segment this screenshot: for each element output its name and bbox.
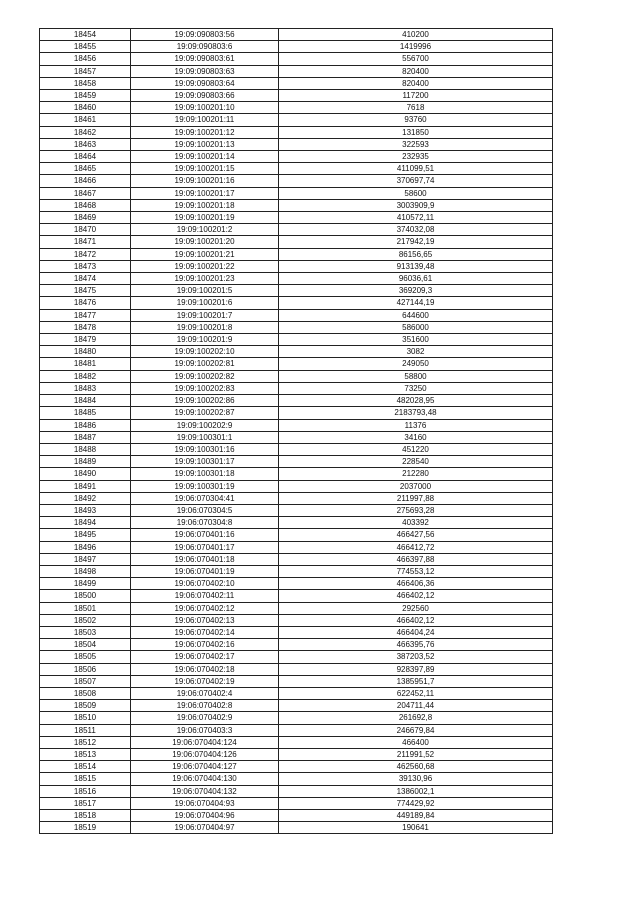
row-number-cell: 18479 [40,334,131,346]
row-number-cell: 18483 [40,382,131,394]
cadastral-number-cell: 19:06:070404:96 [131,810,279,822]
table-row [40,224,553,236]
row-number-cell: 18512 [40,736,131,748]
table-row [40,675,553,687]
table-row [40,822,553,834]
cadastral-number-cell: 19:09:100201:6 [131,297,279,309]
cadastral-number-cell: 19:09:100201:2 [131,224,279,236]
table-body [40,29,553,834]
row-number-cell: 18478 [40,321,131,333]
row-number-cell: 18516 [40,785,131,797]
value-cell: 204711,44 [279,700,553,712]
cadastral-number-cell: 19:09:100202:83 [131,382,279,394]
table-row [40,785,553,797]
cadastral-number-cell: 19:09:100201:8 [131,321,279,333]
value-cell: 482028,95 [279,395,553,407]
row-number-cell: 18484 [40,395,131,407]
cadastral-number-cell: 19:06:070404:127 [131,761,279,773]
value-cell: 466402,12 [279,590,553,602]
cadastral-number-cell: 19:06:070402:12 [131,602,279,614]
cadastral-number-cell: 19:06:070404:130 [131,773,279,785]
cadastral-number-cell: 19:09:100201:17 [131,187,279,199]
table-row [40,334,553,346]
row-number-cell: 18513 [40,748,131,760]
cadastral-number-cell: 19:09:100201:23 [131,273,279,285]
table-row [40,578,553,590]
table-row [40,41,553,53]
value-cell: 466404,24 [279,626,553,638]
cadastral-number-cell: 19:09:100202:86 [131,395,279,407]
table-row [40,456,553,468]
row-number-cell: 18457 [40,65,131,77]
cadastral-number-cell: 19:06:070404:126 [131,748,279,760]
row-number-cell: 18489 [40,456,131,468]
table-row [40,724,553,736]
value-cell: 39130,96 [279,773,553,785]
value-cell: 190641 [279,822,553,834]
value-cell: 58600 [279,187,553,199]
value-cell: 93760 [279,114,553,126]
table-row [40,663,553,675]
row-number-cell: 18486 [40,419,131,431]
cadastral-number-cell: 19:09:100301:19 [131,480,279,492]
value-cell: 217942,19 [279,236,553,248]
row-number-cell: 18501 [40,602,131,614]
cadastral-number-cell: 19:06:070402:11 [131,590,279,602]
cadastral-number-cell: 19:06:070304:8 [131,517,279,529]
cadastral-number-cell: 19:06:070401:17 [131,541,279,553]
row-number-cell: 18487 [40,431,131,443]
table-row [40,114,553,126]
row-number-cell: 18500 [40,590,131,602]
table-row [40,321,553,333]
table-row [40,248,553,260]
table-row [40,492,553,504]
table-row [40,370,553,382]
table-row [40,382,553,394]
value-cell: 2037000 [279,480,553,492]
data-table [39,28,553,834]
row-number-cell: 18456 [40,53,131,65]
row-number-cell: 18497 [40,553,131,565]
table-row [40,236,553,248]
cadastral-number-cell: 19:09:100201:22 [131,260,279,272]
table-row [40,65,553,77]
table-row [40,773,553,785]
value-cell: 3082 [279,346,553,358]
table-row [40,712,553,724]
cadastral-number-cell: 19:06:070401:19 [131,565,279,577]
table-row [40,163,553,175]
value-cell: 131850 [279,126,553,138]
table-row [40,151,553,163]
row-number-cell: 18488 [40,443,131,455]
row-number-cell: 18475 [40,285,131,297]
value-cell: 466395,76 [279,639,553,651]
value-cell: 232935 [279,151,553,163]
table-row [40,53,553,65]
value-cell: 466412,72 [279,541,553,553]
value-cell: 322593 [279,138,553,150]
cadastral-number-cell: 19:09:090803:66 [131,90,279,102]
cadastral-number-cell: 19:09:100201:16 [131,175,279,187]
table-row [40,29,553,41]
value-cell: 86156,65 [279,248,553,260]
table-row [40,138,553,150]
value-cell: 249050 [279,358,553,370]
value-cell: 403392 [279,517,553,529]
row-number-cell: 18498 [40,565,131,577]
row-number-cell: 18517 [40,797,131,809]
row-number-cell: 18472 [40,248,131,260]
cadastral-number-cell: 19:09:100201:13 [131,138,279,150]
value-cell: 211997,88 [279,492,553,504]
value-cell: 228540 [279,456,553,468]
row-number-cell: 18476 [40,297,131,309]
value-cell: 451220 [279,443,553,455]
cadastral-number-cell: 19:09:100301:16 [131,443,279,455]
value-cell: 73250 [279,382,553,394]
value-cell: 1419996 [279,41,553,53]
value-cell: 275693,28 [279,504,553,516]
table-row [40,761,553,773]
value-cell: 410200 [279,29,553,41]
table-row [40,651,553,663]
table-row [40,639,553,651]
row-number-cell: 18519 [40,822,131,834]
table-row [40,175,553,187]
row-number-cell: 18471 [40,236,131,248]
value-cell: 96036,61 [279,273,553,285]
value-cell: 58800 [279,370,553,382]
table-row [40,90,553,102]
row-number-cell: 18482 [40,370,131,382]
row-number-cell: 18509 [40,700,131,712]
row-number-cell: 18506 [40,663,131,675]
table-row [40,443,553,455]
value-cell: 351600 [279,334,553,346]
row-number-cell: 18496 [40,541,131,553]
row-number-cell: 18461 [40,114,131,126]
value-cell: 7618 [279,102,553,114]
cadastral-number-cell: 19:09:090803:64 [131,77,279,89]
table-row [40,297,553,309]
cadastral-number-cell: 19:06:070404:97 [131,822,279,834]
value-cell: 586000 [279,321,553,333]
table-row [40,77,553,89]
cadastral-number-cell: 19:09:100201:21 [131,248,279,260]
table-row [40,309,553,321]
value-cell: 1385951,7 [279,675,553,687]
cadastral-number-cell: 19:09:100202:10 [131,346,279,358]
row-number-cell: 18455 [40,41,131,53]
cadastral-number-cell: 19:09:100201:19 [131,212,279,224]
row-number-cell: 18514 [40,761,131,773]
table-row [40,614,553,626]
value-cell: 387203,52 [279,651,553,663]
row-number-cell: 18473 [40,260,131,272]
row-number-cell: 18490 [40,468,131,480]
table-row [40,590,553,602]
cadastral-number-cell: 19:09:100202:9 [131,419,279,431]
row-number-cell: 18502 [40,614,131,626]
cadastral-number-cell: 19:09:100202:81 [131,358,279,370]
value-cell: 913139,48 [279,260,553,272]
value-cell: 374032,08 [279,224,553,236]
value-cell: 928397,89 [279,663,553,675]
value-cell: 11376 [279,419,553,431]
row-number-cell: 18504 [40,639,131,651]
table-row [40,626,553,638]
table-row [40,541,553,553]
cadastral-number-cell: 19:06:070402:9 [131,712,279,724]
value-cell: 261692,8 [279,712,553,724]
table-row [40,431,553,443]
cadastral-number-cell: 19:09:100201:7 [131,309,279,321]
row-number-cell: 18466 [40,175,131,187]
cadastral-number-cell: 19:06:070402:13 [131,614,279,626]
cadastral-number-cell: 19:09:100301:17 [131,456,279,468]
row-number-cell: 18470 [40,224,131,236]
row-number-cell: 18499 [40,578,131,590]
row-number-cell: 18459 [40,90,131,102]
value-cell: 370697,74 [279,175,553,187]
row-number-cell: 18518 [40,810,131,822]
cadastral-number-cell: 19:09:100202:87 [131,407,279,419]
table-row [40,529,553,541]
value-cell: 411099,51 [279,163,553,175]
value-cell: 369209,3 [279,285,553,297]
value-cell: 556700 [279,53,553,65]
row-number-cell: 18510 [40,712,131,724]
row-number-cell: 18491 [40,480,131,492]
row-number-cell: 18462 [40,126,131,138]
cadastral-number-cell: 19:09:100201:18 [131,199,279,211]
cadastral-number-cell: 19:09:100202:82 [131,370,279,382]
table-row [40,102,553,114]
value-cell: 410572,11 [279,212,553,224]
row-number-cell: 18468 [40,199,131,211]
table-row [40,810,553,822]
table-row [40,407,553,419]
cadastral-number-cell: 19:06:070304:41 [131,492,279,504]
value-cell: 246679,84 [279,724,553,736]
row-number-cell: 18454 [40,29,131,41]
value-cell: 820400 [279,77,553,89]
cadastral-number-cell: 19:09:100201:14 [131,151,279,163]
cadastral-number-cell: 19:09:100301:18 [131,468,279,480]
row-number-cell: 18481 [40,358,131,370]
cadastral-number-cell: 19:06:070402:8 [131,700,279,712]
value-cell: 466427,56 [279,529,553,541]
row-number-cell: 18465 [40,163,131,175]
cadastral-number-cell: 19:06:070402:10 [131,578,279,590]
cadastral-number-cell: 19:06:070304:5 [131,504,279,516]
cadastral-number-cell: 19:06:070404:93 [131,797,279,809]
table-row [40,748,553,760]
table-row [40,517,553,529]
value-cell: 212280 [279,468,553,480]
value-cell: 820400 [279,65,553,77]
row-number-cell: 18463 [40,138,131,150]
cadastral-number-cell: 19:06:070401:16 [131,529,279,541]
cadastral-number-cell: 19:09:090803:63 [131,65,279,77]
cadastral-number-cell: 19:06:070404:132 [131,785,279,797]
table-row [40,797,553,809]
table-row [40,126,553,138]
cadastral-number-cell: 19:09:100201:20 [131,236,279,248]
cadastral-number-cell: 19:09:100201:15 [131,163,279,175]
row-number-cell: 18508 [40,687,131,699]
table-row [40,358,553,370]
cadastral-number-cell: 19:09:100201:12 [131,126,279,138]
table-row [40,212,553,224]
cadastral-number-cell: 19:06:070404:124 [131,736,279,748]
value-cell: 211991,52 [279,748,553,760]
cadastral-number-cell: 19:09:100201:9 [131,334,279,346]
table-row [40,419,553,431]
cadastral-number-cell: 19:06:070402:17 [131,651,279,663]
value-cell: 34160 [279,431,553,443]
cadastral-number-cell: 19:06:070402:19 [131,675,279,687]
value-cell: 466402,12 [279,614,553,626]
table-row [40,273,553,285]
table-row [40,187,553,199]
value-cell: 622452,11 [279,687,553,699]
value-cell: 462560,68 [279,761,553,773]
value-cell: 449189,84 [279,810,553,822]
row-number-cell: 18480 [40,346,131,358]
value-cell: 774553,12 [279,565,553,577]
row-number-cell: 18495 [40,529,131,541]
row-number-cell: 18493 [40,504,131,516]
cadastral-number-cell: 19:09:100301:1 [131,431,279,443]
table-row [40,602,553,614]
table-row [40,565,553,577]
row-number-cell: 18474 [40,273,131,285]
row-number-cell: 18492 [40,492,131,504]
row-number-cell: 18515 [40,773,131,785]
row-number-cell: 18460 [40,102,131,114]
row-number-cell: 18507 [40,675,131,687]
table-row [40,553,553,565]
cadastral-number-cell: 19:06:070402:16 [131,639,279,651]
cadastral-number-cell: 19:09:100201:5 [131,285,279,297]
value-cell: 2183793,48 [279,407,553,419]
row-number-cell: 18485 [40,407,131,419]
row-number-cell: 18511 [40,724,131,736]
value-cell: 774429,92 [279,797,553,809]
cadastral-number-cell: 19:06:070403:3 [131,724,279,736]
table-row [40,395,553,407]
row-number-cell: 18494 [40,517,131,529]
cadastral-number-cell: 19:06:070402:18 [131,663,279,675]
row-number-cell: 18477 [40,309,131,321]
table-row [40,504,553,516]
value-cell: 466400 [279,736,553,748]
cadastral-number-cell: 19:06:070401:18 [131,553,279,565]
cadastral-number-cell: 19:09:090803:6 [131,41,279,53]
cadastral-number-cell: 19:09:090803:61 [131,53,279,65]
value-cell: 292560 [279,602,553,614]
table-row [40,468,553,480]
row-number-cell: 18467 [40,187,131,199]
value-cell: 466397,88 [279,553,553,565]
cadastral-number-cell: 19:06:070402:14 [131,626,279,638]
value-cell: 3003909,9 [279,199,553,211]
table-row [40,480,553,492]
table-row [40,687,553,699]
value-cell: 1386002,1 [279,785,553,797]
cadastral-number-cell: 19:09:090803:56 [131,29,279,41]
row-number-cell: 18464 [40,151,131,163]
table-row [40,199,553,211]
row-number-cell: 18469 [40,212,131,224]
table-row [40,285,553,297]
table-row [40,260,553,272]
cadastral-number-cell: 19:09:100201:10 [131,102,279,114]
row-number-cell: 18503 [40,626,131,638]
table-row [40,736,553,748]
row-number-cell: 18505 [40,651,131,663]
cadastral-number-cell: 19:06:070402:4 [131,687,279,699]
table-row [40,700,553,712]
value-cell: 644600 [279,309,553,321]
cadastral-number-cell: 19:09:100201:11 [131,114,279,126]
value-cell: 427144,19 [279,297,553,309]
table-row [40,346,553,358]
value-cell: 117200 [279,90,553,102]
row-number-cell: 18458 [40,77,131,89]
value-cell: 466406,36 [279,578,553,590]
